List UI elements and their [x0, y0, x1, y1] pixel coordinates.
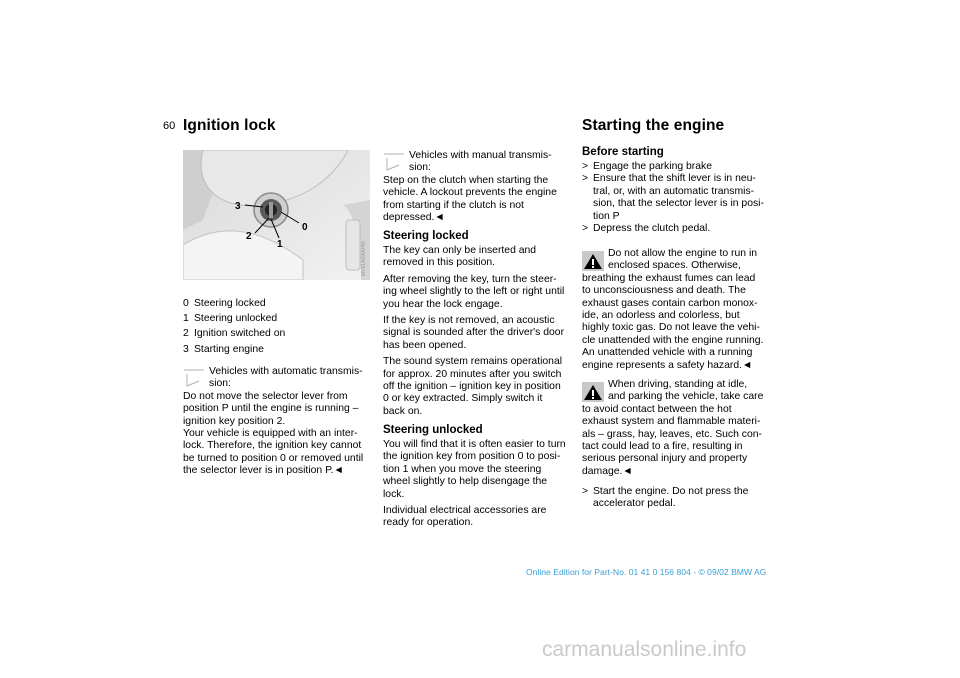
- warning-intro: Do not allow the engine to run in enclosed spaces. Otherwise,: [608, 248, 758, 272]
- paragraph: If the key is not removed, an acoustic signal is sounded after the driver's door has been opened.: [383, 315, 565, 351]
- note-body: Step on the clutch when starting the vehicle. A lockout prevents the engine from starting if the clutch is not depressed.◄: [383, 174, 557, 224]
- ignition-lock-illustration: [183, 150, 370, 280]
- list-item: [183, 296, 379, 311]
- list-item-label: Starting engine: [194, 343, 264, 355]
- list-item: [582, 486, 778, 511]
- note-body: Do not move the selector lever from position P until the engine is running – ignition key position 2. Your vehicle is equipped with an inter- lock. Therefore, the ignition key cannot be turned to position 0 or removed until the selector lever is in position P.◄: [183, 390, 364, 477]
- figure-label-0: 0: [302, 222, 308, 233]
- heading-steering-unlocked: Steering unlocked: [383, 424, 483, 436]
- before-starting-section: [582, 146, 778, 235]
- edition-footer: Online Edition for Part-No. 01 41 0 156 804 - © 09/02 BMW AG: [526, 567, 767, 577]
- bullet-marker: >: [582, 223, 589, 235]
- list-item: [582, 161, 778, 173]
- warning-icon: [582, 251, 604, 271]
- watermark: carmanualsonline.info: [542, 638, 747, 661]
- paragraph: You will find that it is often easier to turn the ignition key from position 0 to posi- tion 1 when you move the steering wheel slightly to help disengage the lock.: [383, 439, 566, 500]
- paragraph: After removing the key, turn the steer- ing wheel slightly to the left or right until you hear the lock engage.: [383, 273, 565, 310]
- list-item: [183, 342, 379, 357]
- page-number: 60: [163, 120, 176, 132]
- warning-icon: [582, 382, 604, 402]
- note-intro: Vehicles with automatic transmis- sion:: [209, 366, 363, 390]
- warning-body: to avoid contact between the hot exhaust system and flammable materi- als – grass, hay, leaves, etc. Such con- tact could lead to a fire, resulting in serious personal injury and property damage.◄: [582, 403, 762, 477]
- list-item-label: Steering unlocked: [194, 313, 278, 325]
- list-item-number: 3: [183, 343, 189, 355]
- bullet-text: Depress the clutch pedal.: [593, 223, 711, 235]
- figure-label-3: 3: [235, 201, 241, 212]
- warning-intro: When driving, standing at idle, and parking the vehicle, take care: [608, 379, 764, 403]
- figure-code: MV91ARAAHW: [361, 240, 367, 276]
- note-intro: Vehicles with manual transmis- sion:: [409, 150, 552, 174]
- ignition-lock-figure: [183, 150, 370, 280]
- warning-body: breathing the exhaust fumes can lead to unconsciousness and death. The exhaust gases contain carbon monox- ide, an odorless and colorless, but highly toxic gas. Do not leave the vehi- cle unattended with the engine running. An unattended vehicle with a running engine represents a safety hazard.◄: [582, 272, 764, 371]
- list-item: [183, 326, 379, 341]
- bullet-text: Start the engine. Do not press the accelerator pedal.: [593, 486, 749, 510]
- bullet-text: Ensure that the shift lever is in neu- tral, or, with an automatic transmis- sion, that the selector lever is in posi- tion P: [593, 173, 764, 222]
- automatic-transmission-note: [183, 366, 379, 478]
- key-positions-list: [183, 296, 379, 357]
- list-item-label: Ignition switched on: [194, 328, 286, 340]
- section-title-starting-engine: Starting the engine: [582, 117, 725, 134]
- list-item-number: 0: [183, 298, 189, 309]
- manual-transmission-note: [383, 150, 579, 224]
- section-title-ignition-lock: Ignition lock: [183, 117, 276, 134]
- note-icon: [183, 369, 205, 389]
- bullet-marker: >: [582, 486, 589, 497]
- bullet-marker: >: [582, 173, 589, 185]
- steering-unlocked-section: [383, 424, 579, 534]
- paragraph: The key can only be inserted and removed in this position.: [383, 245, 537, 269]
- figure-label-2: 2: [246, 231, 252, 242]
- figure-label-1: 1: [277, 239, 283, 250]
- list-item-number: 2: [183, 328, 189, 340]
- list-item: [582, 173, 778, 223]
- heading-steering-locked: Steering locked: [383, 230, 469, 242]
- list-item: [582, 223, 778, 235]
- start-engine-step: [582, 486, 778, 511]
- heading-before-starting: Before starting: [582, 146, 664, 158]
- bullet-text: Engage the parking brake: [593, 161, 713, 172]
- warning-exhaust-fumes: [582, 248, 778, 372]
- note-icon: [383, 153, 405, 173]
- warning-hot-exhaust: [582, 379, 778, 478]
- paragraph: Individual electrical accessories are ready for operation.: [383, 505, 547, 529]
- bullet-marker: >: [582, 161, 589, 172]
- list-item-number: 1: [183, 313, 189, 325]
- list-item-label: Steering locked: [194, 298, 266, 309]
- steering-locked-section: [383, 230, 579, 422]
- paragraph: The sound system remains operational for approx. 20 minutes after you switch off the ignition – ignition key in position 0 or key extracted. Simply switch it back on.: [383, 356, 563, 417]
- list-item: [183, 311, 379, 326]
